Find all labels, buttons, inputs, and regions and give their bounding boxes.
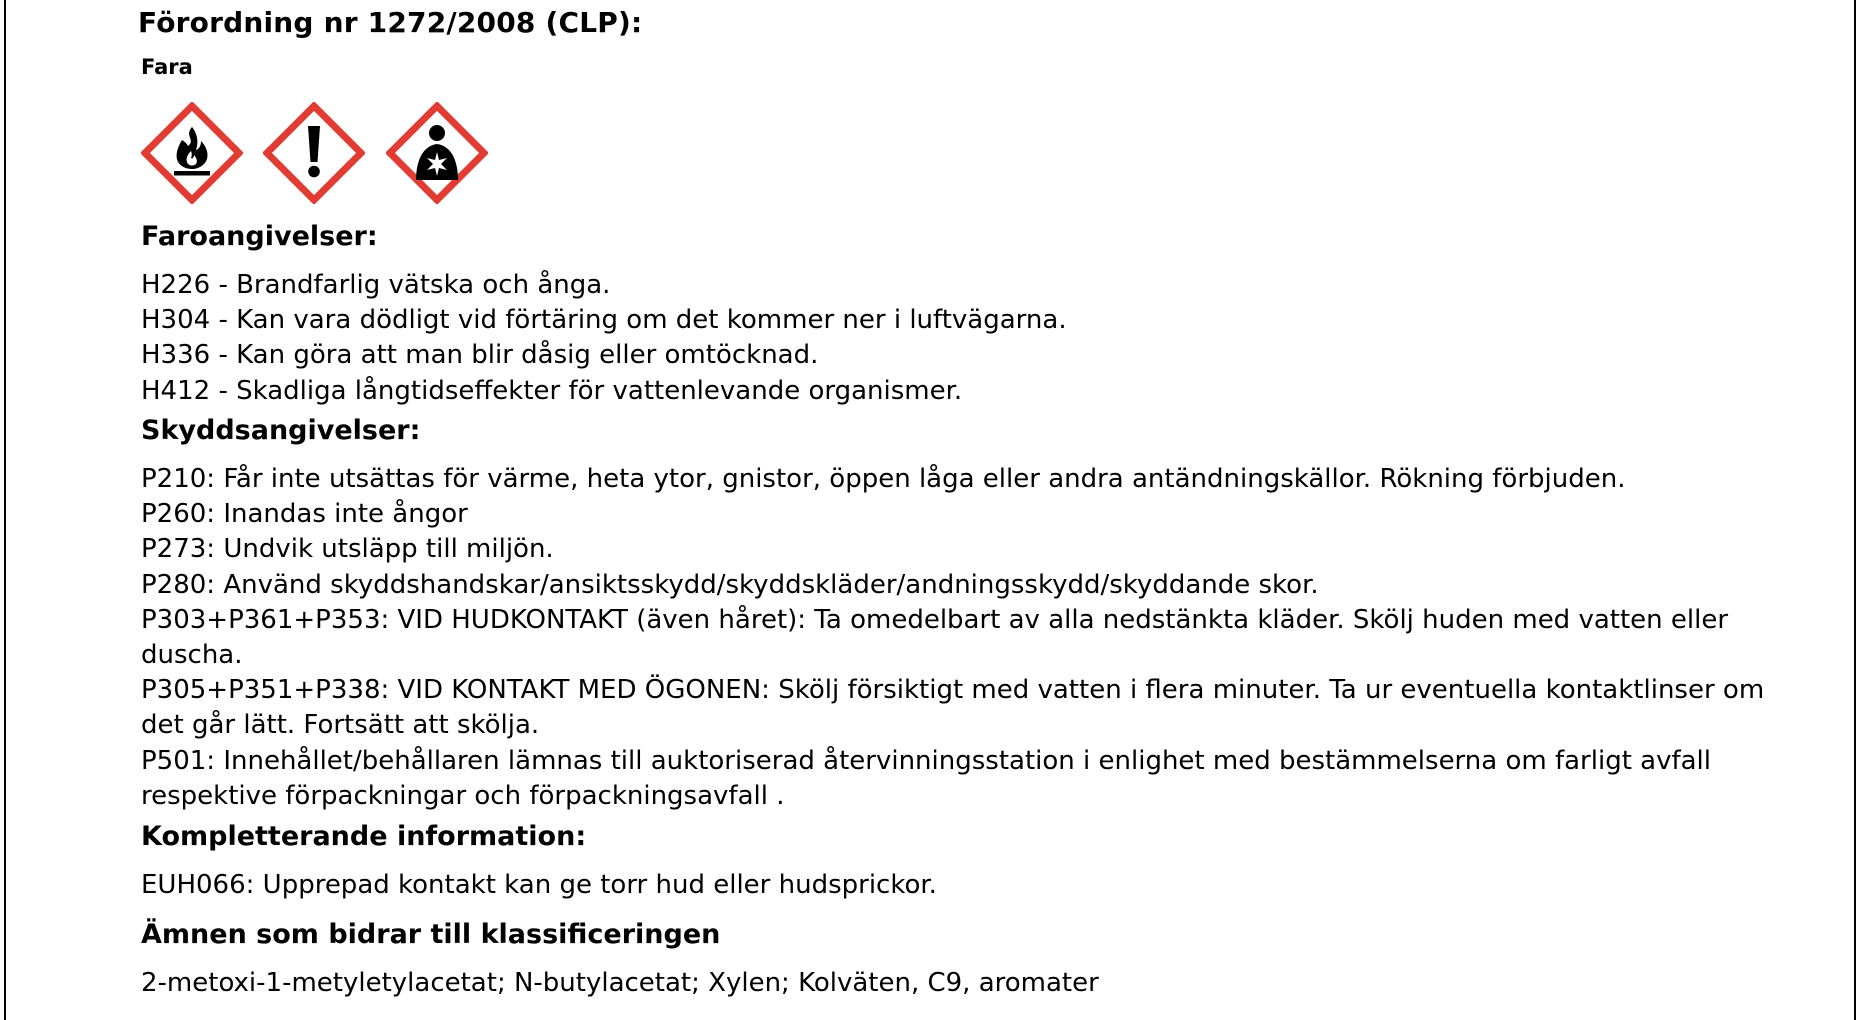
supplementary-information-list xyxy=(141,868,937,903)
regulation-title: Förordning nr 1272/2008 (CLP): xyxy=(138,6,643,39)
precautionary-line: respektive förpackningar och förpackningsavfall . xyxy=(141,780,785,811)
precautionary-line: P303+P361+P353: VID HUDKONTAKT (även håret): Ta omedelbart av alla nedstänkta kläder. Skölj huden med vatten eller xyxy=(141,604,1729,635)
precautionary-line: P260: Inandas inte ångor xyxy=(141,499,468,530)
hazard-statement: H336 - Kan göra att man blir dåsig eller omtöcknad. xyxy=(141,340,819,371)
hazard-statement: H304 - Kan vara dödligt vid förtäring om det kommer ner i luftvägarna. xyxy=(141,305,1067,336)
exclamation-mark-icon xyxy=(263,102,365,204)
hazard-statements-list xyxy=(141,268,1067,409)
precautionary-line: P210: Får inte utsättas för värme, heta ytor, gnistor, öppen låga eller andra antändningskällor. Rökning förbjuden. xyxy=(141,464,1626,494)
flame-icon xyxy=(141,102,243,204)
classification-substances: 2-metoxi-1-metyletylacetat; N-butylacetat; Xylen; Kolväten, C9, aromater xyxy=(141,968,1099,998)
precautionary-line: det går lätt. Fortsätt att skölja. xyxy=(141,710,540,741)
signal-word: Fara xyxy=(141,55,193,79)
precautionary-line: P280: Använd skyddshandskar/ansiktsskydd/skyddskläder/andningsskydd/skyddande skor. xyxy=(141,569,1319,600)
hazard-statement: H226 - Brandfarlig vätska och ånga. xyxy=(141,270,611,300)
precautionary-line: P273: Undvik utsläpp till miljön. xyxy=(141,534,554,565)
supplementary-information-heading: Kompletterande information: xyxy=(141,821,587,852)
supplementary-statement: EUH066: Upprepad kontakt kan ge torr hud eller hudsprickor. xyxy=(141,870,937,900)
hazard-statement: H412 - Skadliga långtidseffekter för vattenlevande organismer. xyxy=(141,375,963,406)
classification-substances-list xyxy=(141,966,1099,1001)
classification-substances-heading: Ämnen som bidrar till klassificeringen xyxy=(141,919,721,950)
precautionary-statements-heading: Skyddsangivelser: xyxy=(141,415,421,446)
precautionary-line: P501: Innehållet/behållaren lämnas till auktoriserad återvinningsstation i enlighet med bestämmelserna om farligt avfall xyxy=(141,745,1712,776)
precautionary-line: P305+P351+P338: VID KONTAKT MED ÖGONEN: Skölj försiktigt med vatten i flera minuter. Ta ur eventuella kontaktlinser om xyxy=(141,675,1765,706)
health-hazard-icon xyxy=(386,102,488,204)
precautionary-line: duscha. xyxy=(141,640,243,671)
precautionary-statements-list xyxy=(141,462,1764,814)
hazard-statements-heading: Faroangivelser: xyxy=(141,221,378,252)
